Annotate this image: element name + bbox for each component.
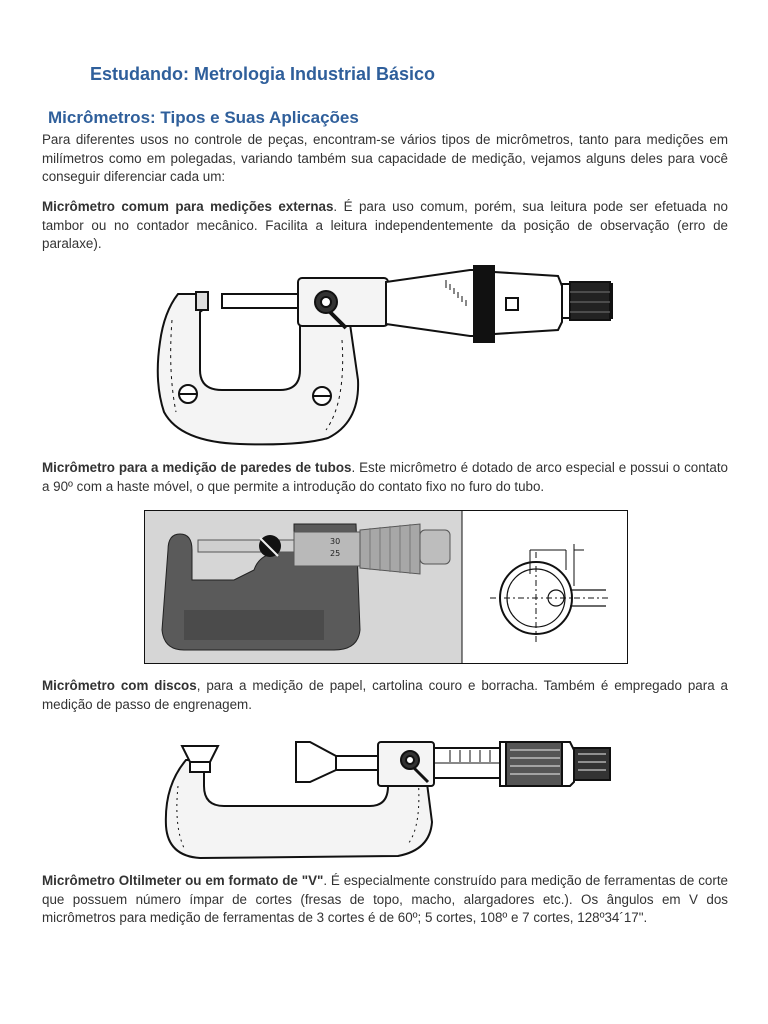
text-disc-micrometer: , para a medição de papel, cartolina couro e borracha. Também é empregado para a medição de passo de engrenagem. <box>42 678 729 712</box>
section-title: Micrômetros: Tipos e Suas Aplicações <box>48 108 359 127</box>
intro-paragraph: Para diferentes usos no controle de peças, encontram-se vários tipos de micrômetros, tanto para medições em milímetros como em polegadas, variando também sua capacidade de medição, vejamos alguns deles para você conseguir diferenciar cada um: <box>42 132 728 185</box>
term-disc-micrometer: Micrômetro com discos <box>42 678 197 693</box>
paragraph-v-micrometer <box>42 872 728 928</box>
text-tube-wall-micrometer: . Este micrômetro é dotado de arco especial e possui o contato a 90º com a haste móvel, o que permite a introdução do contato fixo no furo do tubo. <box>42 460 729 494</box>
term-external-micrometer: Micrômetro comum para medições externas <box>42 199 334 214</box>
figure-tube-wall-micrometer <box>144 510 628 664</box>
thimble-label-25: 25 <box>330 549 341 558</box>
document-title: Estudando: Metrologia Industrial Básico <box>90 64 436 84</box>
text-external-micrometer: . É para uso comum, porém, sua leitura pode ser efetuada no tambor ou no contador mecânico. Facilita a leitura independentemente da posição de observação (erro de paralaxe). <box>42 199 728 252</box>
figure-disc-micrometer <box>160 726 616 862</box>
paragraph-disc-micrometer <box>42 677 728 714</box>
term-tube-wall-micrometer: Micrômetro para a medição de paredes de tubos <box>42 460 352 475</box>
thimble-label-30: 30 <box>330 537 341 546</box>
paragraph-external-micrometer <box>42 198 728 254</box>
term-v-micrometer: Micrômetro Oltilmeter ou em formato de "V" <box>42 873 324 888</box>
paragraph-tube-wall-micrometer <box>42 459 728 496</box>
figure-external-micrometer <box>150 262 620 448</box>
text-v-micrometer: . É especialmente construído para medição de ferramentas de corte que possuem número ímpar de cortes (fresas de topo, macho, alargadores etc.). Os ângulos em V dos micrômetros para medição de ferramentas de 3 cortes é de 60º; 5 cortes, 108º e 7 cortes, 128º34´17". <box>42 873 728 926</box>
